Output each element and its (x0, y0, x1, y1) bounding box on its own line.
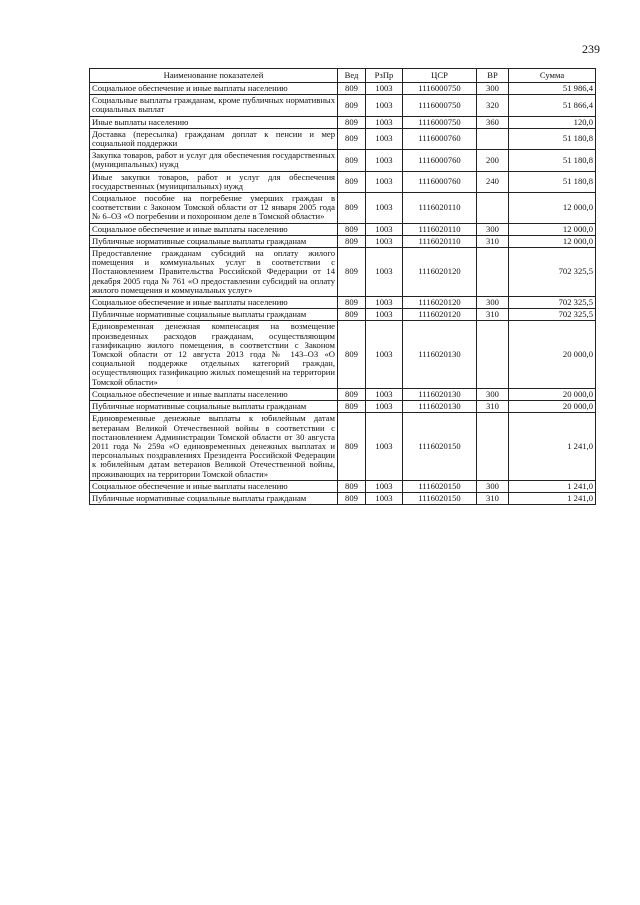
cell-name: Социальное обеспечение и иные выплаты населению (90, 297, 338, 309)
cell-sum: 12 000,0 (509, 235, 596, 247)
cell-name: Предоставление гражданам субсидий на оплату жилого помещения и коммунальных услуг в соответствии с Постановлением Правительства Российской Федерации от 14 декабря 2005 года № 761 «О предоставлении субсидий на оплату жилого помещения и коммунальных услуг» (90, 248, 338, 297)
cell-vr: 310 (477, 309, 509, 321)
cell-sum: 702 325,5 (509, 248, 596, 297)
cell-csr: 1116020130 (403, 321, 477, 388)
cell-rzpr: 1003 (366, 83, 403, 95)
cell-ved: 809 (338, 413, 366, 480)
cell-name: Закупка товаров, работ и услуг для обеспечения государственных (муниципальных) нужд (90, 150, 338, 171)
cell-vr: 320 (477, 95, 509, 116)
cell-sum: 1 241,0 (509, 413, 596, 480)
cell-vr: 200 (477, 150, 509, 171)
cell-rzpr: 1003 (366, 297, 403, 309)
cell-csr: 1116000760 (403, 150, 477, 171)
cell-rzpr: 1003 (366, 492, 403, 504)
cell-rzpr: 1003 (366, 235, 403, 247)
cell-name: Доставка (пересылка) гражданам доплат к пенсии и мер социальной поддержки (90, 128, 338, 149)
cell-vr (477, 321, 509, 388)
cell-rzpr: 1003 (366, 480, 403, 492)
header-vr: ВР (477, 69, 509, 83)
cell-vr: 300 (477, 480, 509, 492)
cell-ved: 809 (338, 235, 366, 247)
cell-csr: 1116020150 (403, 492, 477, 504)
cell-name: Публичные нормативные социальные выплаты гражданам (90, 309, 338, 321)
cell-rzpr: 1003 (366, 193, 403, 224)
cell-vr: 300 (477, 388, 509, 400)
header-ved: Вед (338, 69, 366, 83)
cell-rzpr: 1003 (366, 401, 403, 413)
cell-ved: 809 (338, 150, 366, 171)
cell-vr: 300 (477, 223, 509, 235)
cell-vr: 310 (477, 492, 509, 504)
table-row (90, 492, 596, 504)
cell-sum: 51 866,4 (509, 95, 596, 116)
cell-ved: 809 (338, 128, 366, 149)
cell-ved: 809 (338, 171, 366, 192)
cell-name: Социальные выплаты гражданам, кроме публичных нормативных социальных выплат (90, 95, 338, 116)
table-row (90, 297, 596, 309)
cell-csr: 1116000760 (403, 128, 477, 149)
table-row (90, 401, 596, 413)
table-row (90, 193, 596, 224)
cell-rzpr: 1003 (366, 388, 403, 400)
cell-csr: 1116020130 (403, 388, 477, 400)
table-row (90, 95, 596, 116)
cell-rzpr: 1003 (366, 128, 403, 149)
cell-name: Социальное обеспечение и иные выплаты населению (90, 223, 338, 235)
table-row (90, 116, 596, 128)
cell-rzpr: 1003 (366, 413, 403, 480)
cell-name: Публичные нормативные социальные выплаты гражданам (90, 235, 338, 247)
cell-ved: 809 (338, 401, 366, 413)
cell-csr: 1116020150 (403, 480, 477, 492)
table-row (90, 235, 596, 247)
cell-vr: 240 (477, 171, 509, 192)
cell-ved: 809 (338, 297, 366, 309)
table-row (90, 309, 596, 321)
cell-name: Единовременные денежные выплаты к юбилейным датам ветеранам Великой Отечественной войны в соответствии с постановлением Администрации Томской области от 30 августа 2011 года № 259а «О единовременных денежных выплатах и персональных поздравлениях Президента Российской Федерации к юбилейным датам ветеранов Великой Отечественной войны, проживающих на территории Томской области» (90, 413, 338, 480)
cell-ved: 809 (338, 321, 366, 388)
cell-sum: 51 180,8 (509, 171, 596, 192)
cell-csr: 1116000750 (403, 116, 477, 128)
cell-vr: 300 (477, 83, 509, 95)
cell-sum: 1 241,0 (509, 492, 596, 504)
cell-sum: 20 000,0 (509, 388, 596, 400)
cell-csr: 1116000750 (403, 83, 477, 95)
cell-ved: 809 (338, 193, 366, 224)
cell-rzpr: 1003 (366, 150, 403, 171)
cell-rzpr: 1003 (366, 223, 403, 235)
cell-name: Социальное обеспечение и иные выплаты населению (90, 480, 338, 492)
cell-name: Социальное обеспечение и иные выплаты населению (90, 83, 338, 95)
cell-rzpr: 1003 (366, 248, 403, 297)
table-row (90, 223, 596, 235)
cell-sum: 20 000,0 (509, 401, 596, 413)
header-name: Наименование показателей (90, 69, 338, 83)
table-row (90, 83, 596, 95)
table-row (90, 321, 596, 388)
cell-csr: 1116020150 (403, 413, 477, 480)
cell-ved: 809 (338, 116, 366, 128)
cell-vr: 360 (477, 116, 509, 128)
cell-csr: 1116000750 (403, 95, 477, 116)
header-rzpr: РзПр (366, 69, 403, 83)
cell-vr (477, 193, 509, 224)
cell-csr: 1116000760 (403, 171, 477, 192)
cell-sum: 702 325,5 (509, 297, 596, 309)
cell-name: Социальное пособие на погребение умерших граждан в соответствии с Законом Томской области от 12 января 2005 года № 6–ОЗ «О погребении и похоронном деле в Томской области» (90, 193, 338, 224)
cell-ved: 809 (338, 309, 366, 321)
cell-csr: 1116020110 (403, 223, 477, 235)
cell-vr: 300 (477, 297, 509, 309)
table-row (90, 150, 596, 171)
header-csr: ЦСР (403, 69, 477, 83)
cell-sum: 120,0 (509, 116, 596, 128)
cell-csr: 1116020120 (403, 297, 477, 309)
table-header-row (90, 69, 596, 83)
cell-sum: 51 986,4 (509, 83, 596, 95)
table-row (90, 128, 596, 149)
cell-rzpr: 1003 (366, 309, 403, 321)
cell-sum: 51 180,8 (509, 150, 596, 171)
cell-name: Социальное обеспечение и иные выплаты населению (90, 388, 338, 400)
table-body (90, 83, 596, 505)
cell-vr (477, 413, 509, 480)
cell-csr: 1116020110 (403, 235, 477, 247)
cell-sum: 12 000,0 (509, 223, 596, 235)
cell-rzpr: 1003 (366, 171, 403, 192)
cell-vr (477, 128, 509, 149)
table-row (90, 248, 596, 297)
cell-name: Публичные нормативные социальные выплаты гражданам (90, 492, 338, 504)
cell-vr (477, 248, 509, 297)
header-sum: Сумма (509, 69, 596, 83)
cell-name: Иные выплаты населению (90, 116, 338, 128)
cell-rzpr: 1003 (366, 321, 403, 388)
cell-csr: 1116020120 (403, 309, 477, 321)
cell-csr: 1116020120 (403, 248, 477, 297)
cell-sum: 1 241,0 (509, 480, 596, 492)
cell-vr: 310 (477, 401, 509, 413)
budget-table (89, 68, 596, 505)
cell-sum: 702 325,5 (509, 309, 596, 321)
cell-ved: 809 (338, 248, 366, 297)
table-row (90, 388, 596, 400)
cell-csr: 1116020130 (403, 401, 477, 413)
cell-sum: 12 000,0 (509, 193, 596, 224)
cell-ved: 809 (338, 492, 366, 504)
cell-name: Единовременная денежная компенсация на возмещение произведенных расходов гражданам, осуществляющим газификацию жилого помещения, в соответствии с Законом Томской области от 12 августа 2013 года № 143–ОЗ «О социальной поддержке отдельных категорий граждан, осуществляющих газификацию жилых помещений на территории Томской области» (90, 321, 338, 388)
cell-sum: 51 180,8 (509, 128, 596, 149)
cell-vr: 310 (477, 235, 509, 247)
cell-rzpr: 1003 (366, 95, 403, 116)
table-row (90, 480, 596, 492)
cell-ved: 809 (338, 95, 366, 116)
cell-ved: 809 (338, 480, 366, 492)
cell-ved: 809 (338, 223, 366, 235)
cell-ved: 809 (338, 388, 366, 400)
cell-sum: 20 000,0 (509, 321, 596, 388)
table-row (90, 413, 596, 480)
cell-rzpr: 1003 (366, 116, 403, 128)
cell-ved: 809 (338, 83, 366, 95)
cell-name: Иные закупки товаров, работ и услуг для обеспечения государственных (муниципальных) нужд (90, 171, 338, 192)
table-row (90, 171, 596, 192)
cell-name: Публичные нормативные социальные выплаты гражданам (90, 401, 338, 413)
cell-csr: 1116020110 (403, 193, 477, 224)
page-number: 239 (582, 42, 600, 56)
